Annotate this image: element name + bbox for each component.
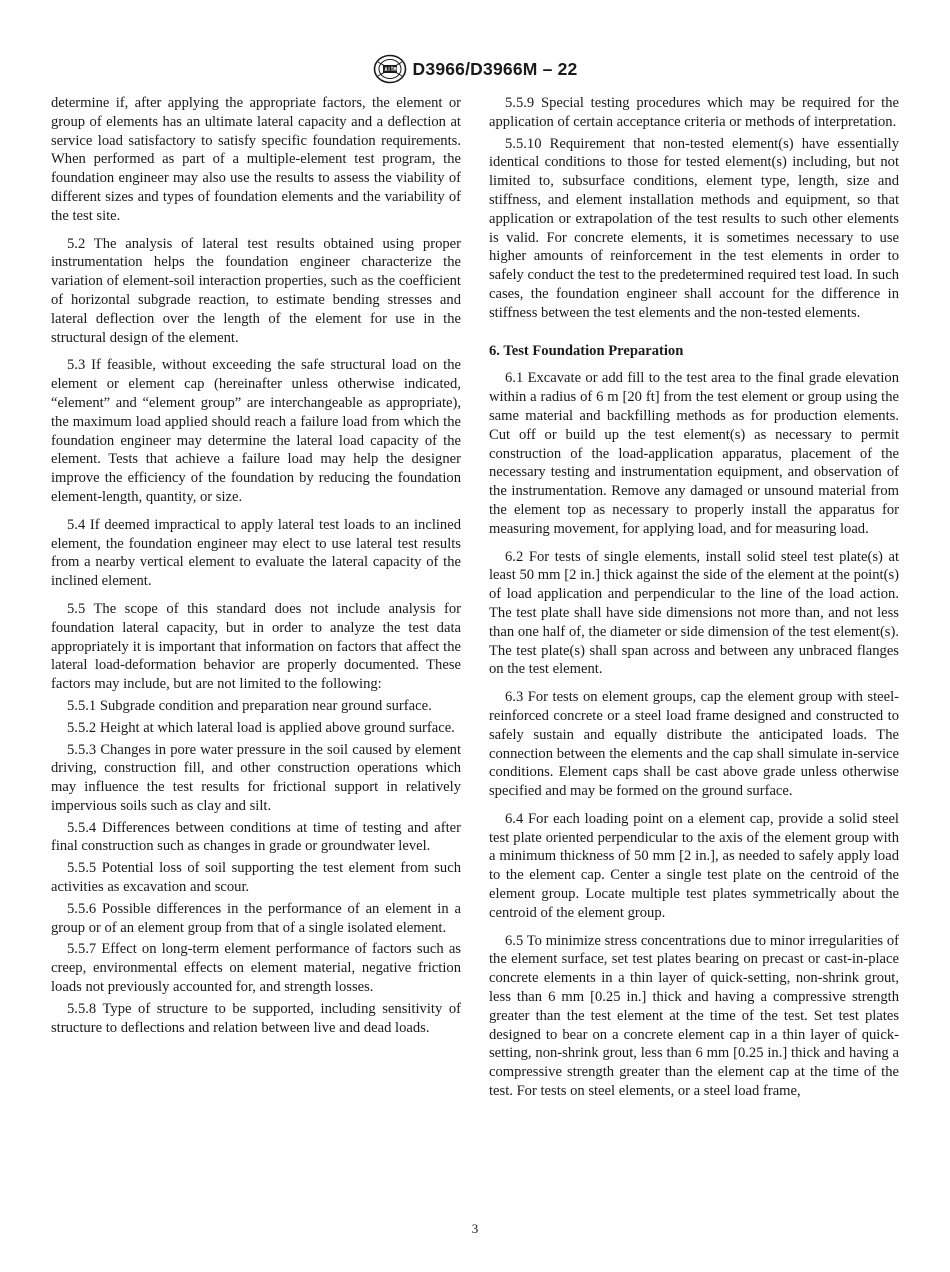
paragraph-5-5-2: 5.5.2 Height at which lateral load is applied above ground surface. — [67, 719, 455, 736]
page-header — [0, 54, 950, 84]
paragraph-5-5-1: 5.5.1 Subgrade condition and preparation near ground surface. — [67, 697, 432, 714]
standard-designation: D3966/D3966M – 22 — [412, 58, 578, 79]
paragraph-5-2: 5.2 The analysis of lateral test results obtained using proper instrumentation helps the foundation engineer characterize the variation of element-soil interaction properties, such as the coefficient of horizontal subgrade reaction, to estimate bending stresses and lateral deflection over the length of the element for use in the structural design of the element. — [51, 235, 461, 346]
paragraph-6-3: 6.3 For tests on element groups, cap the element group with steel-reinforced concrete or a steel load frame designed and constructed to safely sustain and equally distribute the anticipated loads. The connection between the elements and the cap shall simulate in-service conditions. Element caps shall be cast above grade unless otherwise specified and may be formed on the ground surface. — [489, 689, 899, 800]
paragraph-6-2: 6.2 For tests of single elements, install solid steel test plate(s) at least 50 mm [2 in.] thick against the side of the element at the point(s) of load application and perpendicular to the line of the load action. The test plate shall have side dimensions not more than, and not less than one half of, the diameter or side dimension of the test element(s). The test plate(s) shall span across and between any unbraced flanges on the test element. — [489, 548, 899, 678]
left-column — [51, 94, 461, 1037]
paragraph-6-4: 6.4 For each loading point on a element cap, provide a solid steel test plate oriented perpendicular to the axis of the element group with a minimum thickness of 50 mm [2 in.], as needed to safely apply load to the element cap. Center a single test plate on the centroid of the element group. Locate multiple test plates symmetrically about the centroid of the element group. — [489, 810, 899, 921]
paragraph-5-5-6: 5.5.6 Possible differences in the performance of an element in a group or of an element group from that of a single isolated element. — [51, 900, 461, 936]
section-heading-6: 6. Test Foundation Preparation — [489, 342, 684, 359]
paragraph-5-5-4: 5.5.4 Differences between conditions at time of testing and after final construction such as changes in grade or groundwater level. — [51, 819, 461, 855]
paragraph-5-5: 5.5 The scope of this standard does not include analysis for foundation lateral capacity, but in order to analyze the test data appropriately it is important that information on factors that affect the lateral load-deformation behavior are properly documented. These factors may include, but are not limited to the following: — [51, 600, 461, 693]
paragraph-5-3: 5.3 If feasible, without exceeding the safe structural load on the element or element cap (hereinafter unless otherwise indicated, “element” and “element group” are interchangeable as appropriate), the maximum load applied should reach a failure load from which the foundation engineer may determine the lateral load capacity of the element. Tests that achieve a failure load may help the designer improve the efficiency of the foundation by reducing the foundation element-length, quantity, or size. — [51, 357, 461, 505]
paragraph-5-5-8: 5.5.8 Type of structure to be supported, including sensitivity of structure to deflections and relation between live and dead loads. — [51, 1000, 461, 1036]
paragraph-6-1: 6.1 Excavate or add fill to the test area to the final grade elevation within a radius of 6 m [20 ft] from the test element or group using the same material and backfilling methods as for production elements. Cut off or build up the test element(s) as necessary to permit construction of the load-application apparatus, placement of the necessary testing and instrumentation equipment, and observation of the instrumentation. Remove any damaged or unsound material from the element top as necessary to properly install the apparatus for measuring movement, for applying load, and for measuring load. — [489, 370, 899, 537]
paragraph-5-1-continued: determine if, after applying the appropriate factors, the element or group of elements has an ultimate lateral capacity and a deflection at service load satisfactory to satisfy specific foundation requirements. When performed as part of a multiple-element test program, the foundation engineer may also use the results to assess the viability of different sizes and types of foundation elements and the variability of the test site. — [51, 95, 461, 224]
right-column — [489, 94, 899, 1101]
paragraph-5-5-7: 5.5.7 Effect on long-term element performance of factors such as creep, environmental effects on element material, negative friction loads not previously accounted for, and strength losses. — [51, 941, 461, 996]
paragraph-5-4: 5.4 If deemed impractical to apply lateral test loads to an inclined element, the foundation engineer may elect to use lateral test results from a nearby vertical element to evaluate the lateral capacity of the inclined element. — [51, 516, 461, 590]
page-number: 3 — [471, 1221, 479, 1236]
astm-logo-icon — [373, 54, 407, 84]
paragraph-5-5-5: 5.5.5 Potential loss of soil supporting the test element from such activities as excavation and scour. — [51, 860, 461, 896]
paragraph-5-5-3: 5.5.3 Changes in pore water pressure in the soil caused by element driving, construction fill, and other construction operations which may influence the test results for frictional support in relatively impervious soils such as clay and silt. — [51, 741, 461, 814]
paragraph-5-5-9: 5.5.9 Special testing procedures which may be required for the application of certain acceptance criteria or methods of interpretation. — [489, 95, 899, 130]
paragraph-5-5-10: 5.5.10 Requirement that non-tested element(s) have essentially identical conditions to those for tested element(s) including, but not limited to, subsurface conditions, element type, length, size and stiffness, and element installation methods and equipment, so that application or extrapolation of the test results to such other elements is valid. For concrete elements, it is sometimes necessary to use higher amounts of reinforcement in the test elements in order to safely conduct the test to the predetermined required test load. In such cases, the foundation engineer shall account for the difference in stiffness between the test elements and the non-tested elements. — [489, 135, 899, 321]
paragraph-6-5: 6.5 To minimize stress concentrations due to minor irregularities of the element surface, set test plates bearing on precast or cast-in-place concrete elements in a thin layer of quick-setting, non-shrink grout, less than 6 mm [0.25 in.] thick and having a compressive strength greater than the test element at the time of the test. Set test plates designed to bear on a concrete element cap in a thin layer of quick-setting, non-shrink grout, less than 6 mm [0.25 in.] thick and having a compressive strength greater than the element cap at the time of the test. For tests on steel elements, or a steel load frame, — [489, 932, 899, 1100]
